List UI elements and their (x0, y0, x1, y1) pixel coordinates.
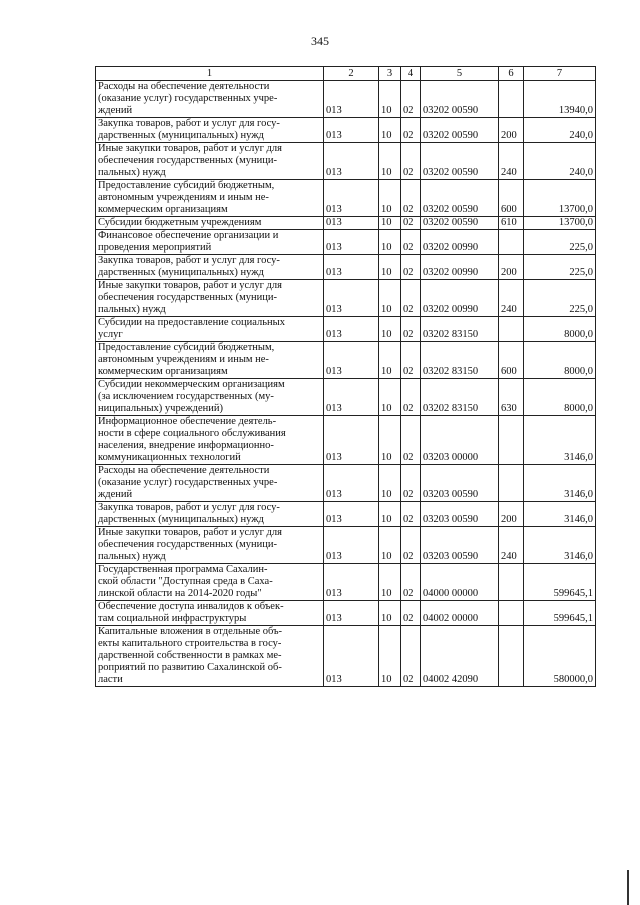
budget-table (95, 66, 596, 687)
row-name-line: Обеспечение доступа инвалидов к объек- (98, 601, 284, 612)
cell-c3: 10 (379, 626, 401, 687)
cell-c2: 013 (324, 118, 379, 143)
cell-c5: 03202 00590 (421, 180, 499, 217)
row-name-line: Иные закупки товаров, работ и услуг для (98, 527, 282, 538)
cell-c2: 013 (324, 416, 379, 465)
row-name-line: пальных) нужд (98, 304, 166, 315)
row-name (96, 465, 324, 502)
cell-c6: 200 (499, 255, 524, 280)
cell-c4: 02 (401, 601, 421, 626)
cell-c7: 580000,0 (524, 626, 596, 687)
row-name-line: коммуникационных технологий (98, 452, 241, 463)
cell-c7: 13700,0 (524, 217, 596, 230)
cell-c4: 02 (401, 118, 421, 143)
row-name (96, 416, 324, 465)
row-name-line: проведения мероприятий (98, 242, 212, 253)
cell-c6: 600 (499, 180, 524, 217)
table-row (96, 230, 596, 255)
table-row (96, 143, 596, 180)
row-name-line: линской области на 2014-2020 годы" (98, 588, 262, 599)
table-row (96, 626, 596, 687)
cell-c7: 599645,1 (524, 564, 596, 601)
table-row (96, 317, 596, 342)
cell-c4: 02 (401, 180, 421, 217)
row-name (96, 317, 324, 342)
cell-c7: 240,0 (524, 143, 596, 180)
row-name-line: Расходы на обеспечение деятельности (98, 81, 270, 92)
cell-c3: 10 (379, 255, 401, 280)
cell-c6 (499, 626, 524, 687)
cell-c3: 10 (379, 502, 401, 527)
cell-c3: 10 (379, 118, 401, 143)
row-name-line: Закупка товаров, работ и услуг для госу- (98, 255, 280, 266)
table-row (96, 527, 596, 564)
cell-c3: 10 (379, 143, 401, 180)
cell-c7: 240,0 (524, 118, 596, 143)
row-name (96, 626, 324, 687)
cell-c2: 013 (324, 81, 379, 118)
cell-c6: 610 (499, 217, 524, 230)
col-header-4: 4 (401, 67, 421, 81)
cell-c2: 013 (324, 502, 379, 527)
cell-c4: 02 (401, 217, 421, 230)
page-number: 345 (311, 34, 329, 48)
row-name-line: автономным учреждениям и иным не- (98, 354, 269, 365)
cell-c2: 013 (324, 180, 379, 217)
cell-c6 (499, 465, 524, 502)
cell-c5: 03202 83150 (421, 342, 499, 379)
row-name-line: обеспечения государственных (муници- (98, 539, 277, 550)
cell-c7: 225,0 (524, 230, 596, 255)
cell-c2: 013 (324, 317, 379, 342)
row-name (96, 81, 324, 118)
cell-c4: 02 (401, 564, 421, 601)
row-name-line: Иные закупки товаров, работ и услуг для (98, 280, 282, 291)
cell-c4: 02 (401, 379, 421, 416)
row-name (96, 280, 324, 317)
row-name-line: Субсидии некоммерческим организациям (98, 379, 285, 390)
cell-c5: 04000 00000 (421, 564, 499, 601)
table-row (96, 342, 596, 379)
cell-c6: 240 (499, 280, 524, 317)
cell-c6: 630 (499, 379, 524, 416)
row-name-line: Финансовое обеспечение организации и (98, 230, 279, 241)
cell-c2: 013 (324, 143, 379, 180)
cell-c5: 03202 00590 (421, 81, 499, 118)
row-name (96, 342, 324, 379)
cell-c2: 013 (324, 626, 379, 687)
cell-c2: 013 (324, 379, 379, 416)
cell-c6 (499, 601, 524, 626)
cell-c6: 200 (499, 118, 524, 143)
table-row (96, 379, 596, 416)
cell-c4: 02 (401, 626, 421, 687)
row-name-line: Иные закупки товаров, работ и услуг для (98, 143, 282, 154)
cell-c5: 03202 00990 (421, 230, 499, 255)
cell-c3: 10 (379, 416, 401, 465)
cell-c6: 240 (499, 143, 524, 180)
row-name (96, 230, 324, 255)
cell-c7: 3146,0 (524, 527, 596, 564)
cell-c7: 599645,1 (524, 601, 596, 626)
col-header-7: 7 (524, 67, 596, 81)
table-row (96, 217, 596, 230)
table-row (96, 255, 596, 280)
row-name-line: дарственных (муниципальных) нужд (98, 130, 264, 141)
cell-c7: 3146,0 (524, 416, 596, 465)
row-name (96, 601, 324, 626)
row-name-line: ности в сфере социального обслуживания (98, 428, 286, 439)
row-name-line: ждений (98, 105, 133, 116)
header-row (96, 67, 596, 81)
cell-c5: 03202 00990 (421, 280, 499, 317)
cell-c3: 10 (379, 465, 401, 502)
cell-c7: 225,0 (524, 280, 596, 317)
cell-c6: 240 (499, 527, 524, 564)
table-row (96, 118, 596, 143)
cell-c7: 8000,0 (524, 342, 596, 379)
row-name (96, 527, 324, 564)
cell-c4: 02 (401, 143, 421, 180)
cell-c4: 02 (401, 230, 421, 255)
cell-c7: 3146,0 (524, 502, 596, 527)
cell-c3: 10 (379, 317, 401, 342)
row-name-line: Субсидии на предоставление социальных (98, 317, 285, 328)
row-name-line: екты капитального строительства в госу- (98, 638, 282, 649)
cell-c3: 10 (379, 180, 401, 217)
cell-c7: 13940,0 (524, 81, 596, 118)
row-name-line: коммерческим организациям (98, 204, 228, 215)
row-name (96, 255, 324, 280)
cell-c5: 03203 00590 (421, 527, 499, 564)
cell-c2: 013 (324, 601, 379, 626)
row-name-line: (оказание услуг) государственных учре- (98, 477, 278, 488)
row-name-line: автономным учреждениям и иным не- (98, 192, 269, 203)
cell-c4: 02 (401, 280, 421, 317)
row-name (96, 217, 324, 230)
cell-c4: 02 (401, 81, 421, 118)
row-name-line: населения, внедрение информационно- (98, 440, 274, 451)
cell-c3: 10 (379, 342, 401, 379)
row-name-line: Расходы на обеспечение деятельности (98, 465, 270, 476)
row-name-line: дарственной собственности в рамках ме- (98, 650, 282, 661)
row-name-line: ласти (98, 674, 123, 685)
row-name-line: ниципальных) учреждений) (98, 403, 223, 414)
cell-c5: 03202 00990 (421, 255, 499, 280)
cell-c2: 013 (324, 230, 379, 255)
cell-c6: 200 (499, 502, 524, 527)
row-name (96, 118, 324, 143)
row-name (96, 379, 324, 416)
row-name-line: пальных) нужд (98, 167, 166, 178)
table-row (96, 601, 596, 626)
cell-c6 (499, 564, 524, 601)
cell-c2: 013 (324, 527, 379, 564)
cell-c5: 03202 00590 (421, 143, 499, 180)
cell-c5: 03203 00000 (421, 416, 499, 465)
row-name-line: роприятий по развитию Сахалинской об- (98, 662, 282, 673)
row-name-line: Субсидии бюджетным учреждениям (98, 217, 262, 228)
row-name-line: дарственных (муниципальных) нужд (98, 514, 264, 525)
cell-c7: 225,0 (524, 255, 596, 280)
cell-c3: 10 (379, 527, 401, 564)
row-name-line: там социальной инфраструктуры (98, 613, 247, 624)
row-name-line: услуг (98, 329, 123, 340)
cell-c5: 03202 83150 (421, 317, 499, 342)
row-name-line: Закупка товаров, работ и услуг для госу- (98, 118, 280, 129)
col-header-2: 2 (324, 67, 379, 81)
cell-c3: 10 (379, 379, 401, 416)
cell-c3: 10 (379, 81, 401, 118)
cell-c6 (499, 416, 524, 465)
row-name-line: (за исключением государственных (му- (98, 391, 274, 402)
cell-c5: 03202 83150 (421, 379, 499, 416)
row-name-line: дарственных (муниципальных) нужд (98, 267, 264, 278)
col-header-5: 5 (421, 67, 499, 81)
cell-c6 (499, 230, 524, 255)
cell-c6: 600 (499, 342, 524, 379)
cell-c2: 013 (324, 342, 379, 379)
cell-c3: 10 (379, 217, 401, 230)
cell-c3: 10 (379, 601, 401, 626)
cell-c5: 03202 00590 (421, 118, 499, 143)
col-header-1: 1 (96, 67, 324, 81)
cell-c6 (499, 81, 524, 118)
cell-c2: 013 (324, 217, 379, 230)
row-name (96, 180, 324, 217)
table-row (96, 502, 596, 527)
cell-c5: 03203 00590 (421, 465, 499, 502)
cell-c7: 3146,0 (524, 465, 596, 502)
cell-c2: 013 (324, 465, 379, 502)
row-name-line: Капитальные вложения в отдельные объ- (98, 626, 282, 637)
table-row (96, 416, 596, 465)
cell-c2: 013 (324, 255, 379, 280)
cell-c4: 02 (401, 416, 421, 465)
row-name-line: Информационное обеспечение деятель- (98, 416, 277, 427)
cell-c5: 03203 00590 (421, 502, 499, 527)
cell-c7: 8000,0 (524, 317, 596, 342)
cell-c7: 13700,0 (524, 180, 596, 217)
cell-c4: 02 (401, 527, 421, 564)
cell-c4: 02 (401, 342, 421, 379)
cell-c4: 02 (401, 502, 421, 527)
table-row (96, 81, 596, 118)
cell-c6 (499, 317, 524, 342)
row-name-line: ской области "Доступная среда в Саха- (98, 576, 273, 587)
cell-c2: 013 (324, 564, 379, 601)
row-name-line: обеспечения государственных (муници- (98, 292, 277, 303)
cell-c2: 013 (324, 280, 379, 317)
cell-c5: 04002 42090 (421, 626, 499, 687)
table-row (96, 180, 596, 217)
row-name-line: пальных) нужд (98, 551, 166, 562)
cell-c7: 8000,0 (524, 379, 596, 416)
cell-c4: 02 (401, 465, 421, 502)
table-row (96, 465, 596, 502)
table-row (96, 564, 596, 601)
col-header-6: 6 (499, 67, 524, 81)
row-name-line: Государственная программа Сахалин- (98, 564, 268, 575)
cell-c5: 03202 00590 (421, 217, 499, 230)
row-name-line: Предоставление субсидий бюджетным, (98, 180, 275, 191)
row-name (96, 502, 324, 527)
cell-c3: 10 (379, 280, 401, 317)
row-name (96, 143, 324, 180)
cell-c3: 10 (379, 230, 401, 255)
edge-mark (627, 870, 629, 905)
cell-c4: 02 (401, 317, 421, 342)
row-name-line: коммерческим организациям (98, 366, 228, 377)
cell-c3: 10 (379, 564, 401, 601)
col-header-3: 3 (379, 67, 401, 81)
cell-c4: 02 (401, 255, 421, 280)
cell-c5: 04002 00000 (421, 601, 499, 626)
row-name-line: Закупка товаров, работ и услуг для госу- (98, 502, 280, 513)
row-name-line: ждений (98, 489, 133, 500)
row-name-line: Предоставление субсидий бюджетным, (98, 342, 275, 353)
table-row (96, 280, 596, 317)
row-name (96, 564, 324, 601)
row-name-line: (оказание услуг) государственных учре- (98, 93, 278, 104)
row-name-line: обеспечения государственных (муници- (98, 155, 277, 166)
